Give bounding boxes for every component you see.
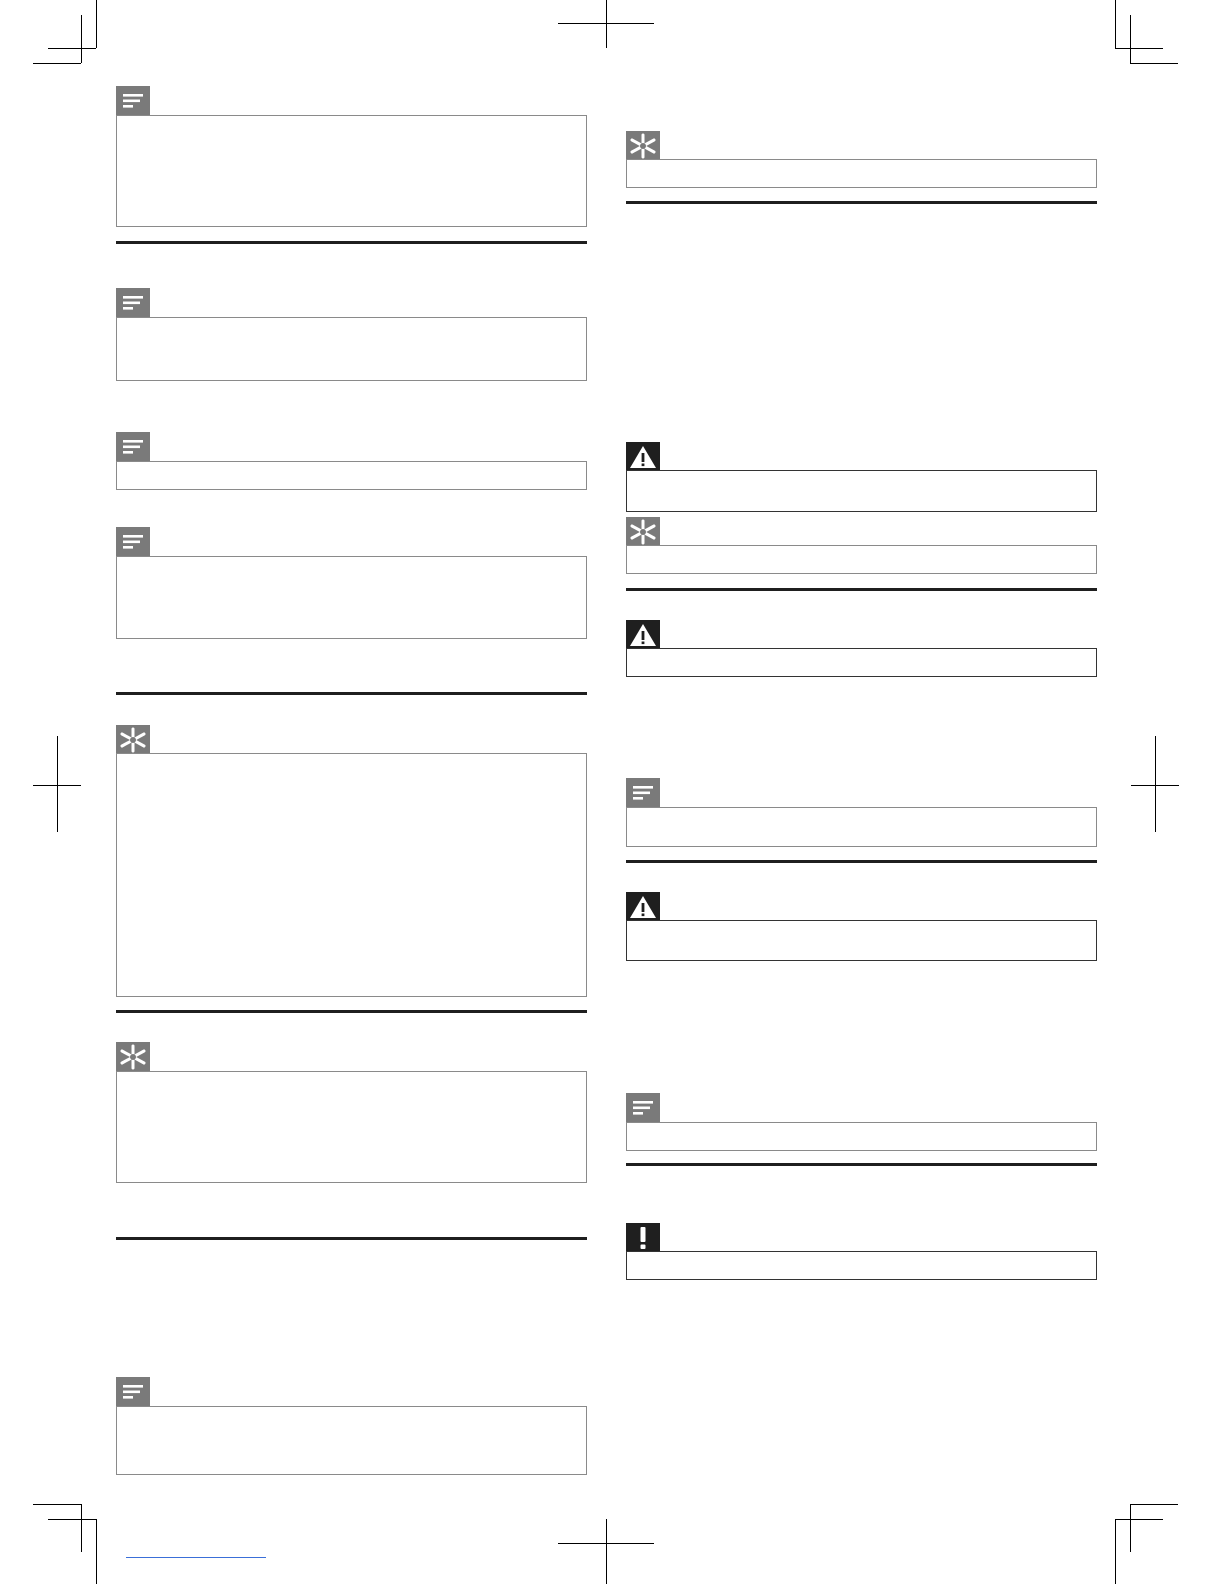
section-divider — [626, 588, 1097, 591]
tip-box — [116, 1071, 587, 1183]
section-divider — [116, 692, 587, 695]
crop-mark — [1115, 1519, 1163, 1520]
section-divider — [116, 1010, 587, 1013]
note-box — [116, 461, 587, 490]
crop-mark — [33, 63, 81, 64]
note-icon — [116, 1377, 150, 1407]
crop-mark — [48, 1519, 96, 1520]
crop-mark — [1130, 1504, 1178, 1505]
note-icon — [116, 288, 150, 318]
note-box — [116, 317, 587, 381]
note-icon — [626, 778, 660, 808]
crop-mark — [96, 1519, 97, 1584]
note-icon — [116, 527, 150, 557]
section-divider — [116, 1237, 587, 1240]
tip-icon — [116, 725, 150, 755]
note-box — [626, 1122, 1097, 1151]
tip-box — [626, 545, 1097, 574]
crop-mark — [81, 15, 82, 63]
registration-mark — [1155, 736, 1156, 832]
note-box — [116, 115, 587, 227]
warning-box — [626, 470, 1097, 512]
crop-mark — [81, 1504, 82, 1552]
note-icon — [626, 1093, 660, 1123]
registration-mark — [606, 1519, 607, 1584]
crop-mark — [1115, 48, 1163, 49]
warning-icon — [626, 892, 660, 922]
crop-mark — [1130, 1504, 1131, 1552]
tip-icon — [626, 131, 660, 161]
crop-mark — [48, 48, 96, 49]
crop-mark — [33, 1504, 81, 1505]
warning-icon — [626, 442, 660, 472]
crop-mark — [96, 0, 97, 48]
section-divider — [116, 241, 587, 244]
registration-mark — [57, 736, 58, 832]
crop-mark — [1115, 0, 1116, 48]
section-divider — [626, 201, 1097, 204]
note-icon — [116, 86, 150, 116]
crop-mark — [1130, 15, 1131, 63]
tip-box — [626, 159, 1097, 188]
footer-link-line — [126, 1557, 266, 1558]
warning-icon — [626, 620, 660, 650]
note-icon — [116, 432, 150, 462]
section-divider — [626, 1163, 1097, 1166]
note-box — [116, 556, 587, 639]
tip-icon — [626, 517, 660, 547]
crop-mark — [1115, 1519, 1116, 1584]
registration-mark — [606, 0, 607, 48]
note-box — [626, 807, 1097, 847]
warning-box — [626, 920, 1097, 961]
crop-mark — [1130, 63, 1178, 64]
note-box — [116, 1406, 587, 1475]
tip-box — [116, 753, 587, 997]
warning-box — [626, 648, 1097, 677]
section-divider — [626, 860, 1097, 863]
tip-icon — [116, 1042, 150, 1072]
caution-box — [626, 1251, 1097, 1280]
caution-icon — [626, 1223, 660, 1253]
